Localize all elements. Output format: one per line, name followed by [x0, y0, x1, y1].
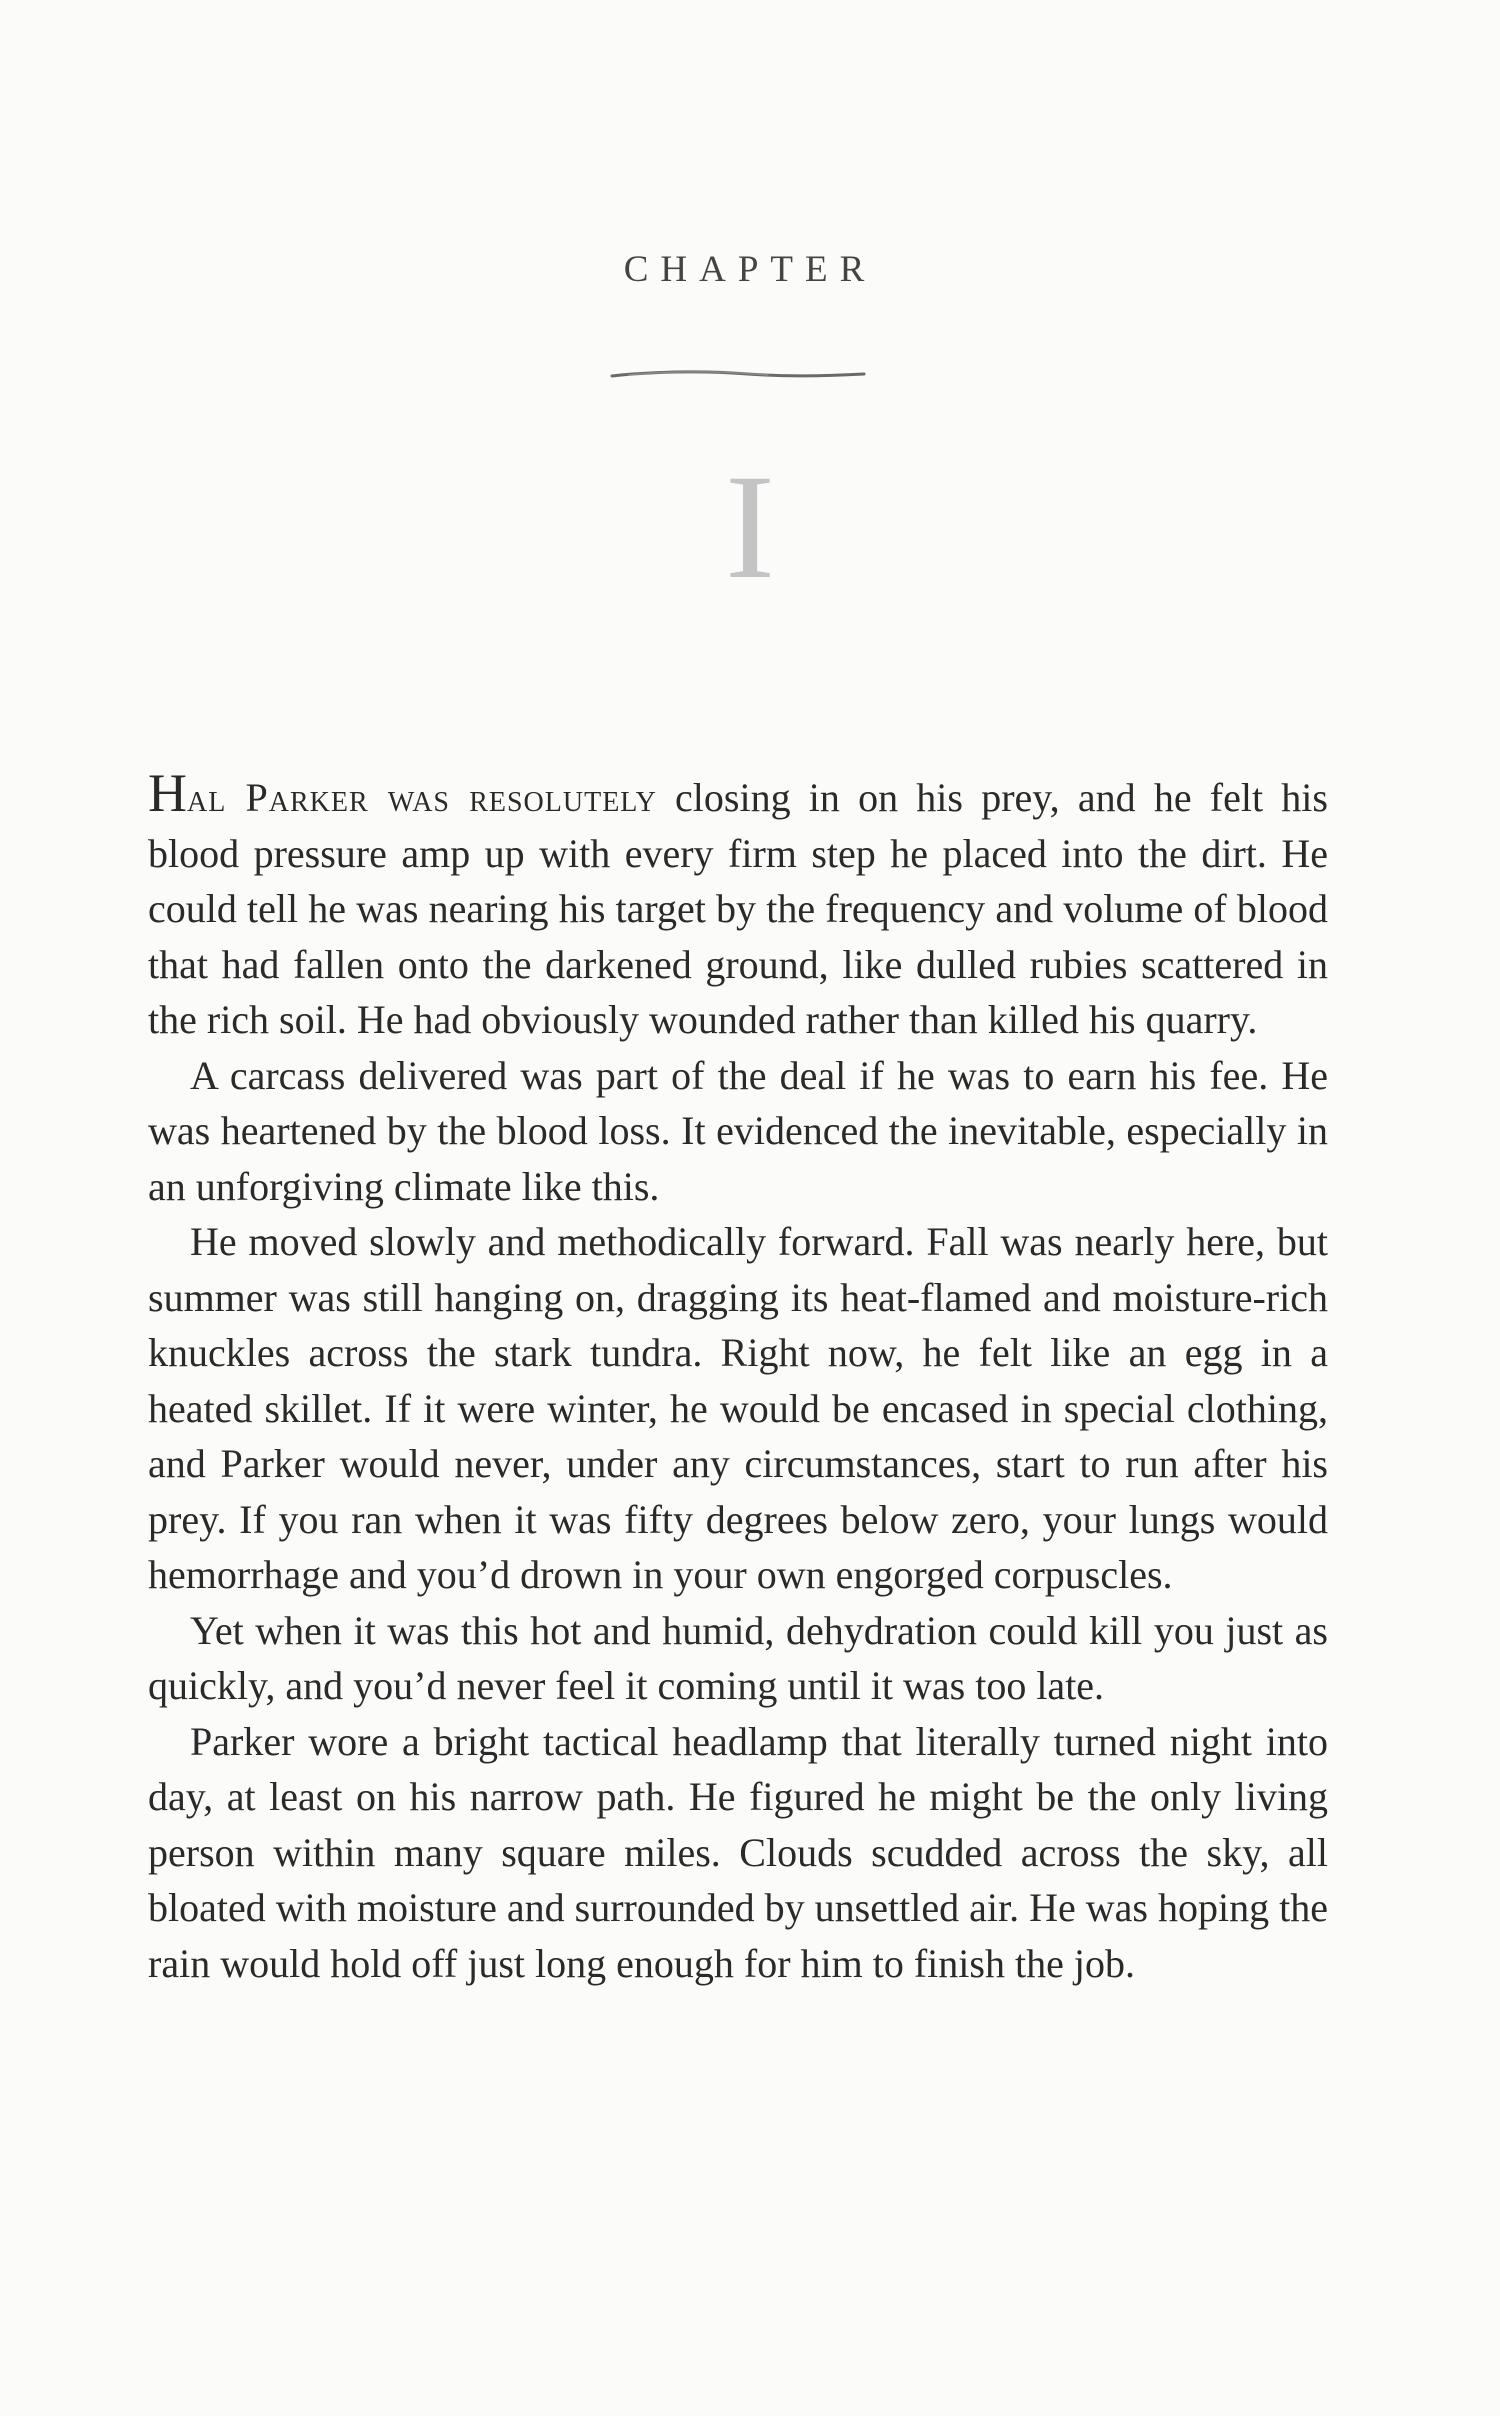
paragraph: Yet when it was this hot and humid, dehydration could kill you just as quickly, and you’d never feel it coming until it was too late. [148, 1607, 1328, 1708]
paragraph: He moved slowly and methodically forward. Fall was nearly here, but summer was still hanging on, dragging its heat-flamed and moisture-rich knuckles across the stark tundra. Right now, he felt like an egg in a heated skillet. If it were winter, he would be encased in special clothing, and Parker would never, under any circumstances, start to run after his prey. If you ran when it was fifty degrees below zero, your lungs would hemorrhage and you’d drown in your own engorged corpuscles. [148, 1219, 1328, 1597]
initial-letter: H [148, 763, 187, 823]
chapter-heading: CHAPTER [623, 249, 877, 290]
paragraph: A carcass delivered was part of the deal if he was to earn his fee. He was heartened by the blood loss. It evidenced the inevitable, especially in an unforgiving climate like this. [148, 1052, 1328, 1209]
lead-in-smallcaps: al Parker was resolutely [187, 775, 657, 820]
chapter-body [148, 763, 1328, 1991]
opening-text: closing in on his prey, and he felt his blood pressure amp up with every firm step he placed into the dirt. He could tell he was nearing his target by the frequency and volume of blood that had fallen onto the darkened ground, like dulled rubies scattered in the rich soil. He had obviously wounded rather than killed his quarry. [148, 775, 1328, 1042]
chapter-number: I [725, 444, 775, 610]
opening-paragraph [148, 763, 1328, 1048]
decorative-rule [608, 368, 868, 382]
paragraph: Parker wore a bright tactical headlamp that literally turned night into day, at least on his narrow path. He figured he might be the only living person within many square miles. Clouds scudded across the sky, all bloated with moisture and surrounded by unsettled air. He was hoping the rain would hold off just long enough for him to finish the job. [148, 1718, 1328, 1986]
